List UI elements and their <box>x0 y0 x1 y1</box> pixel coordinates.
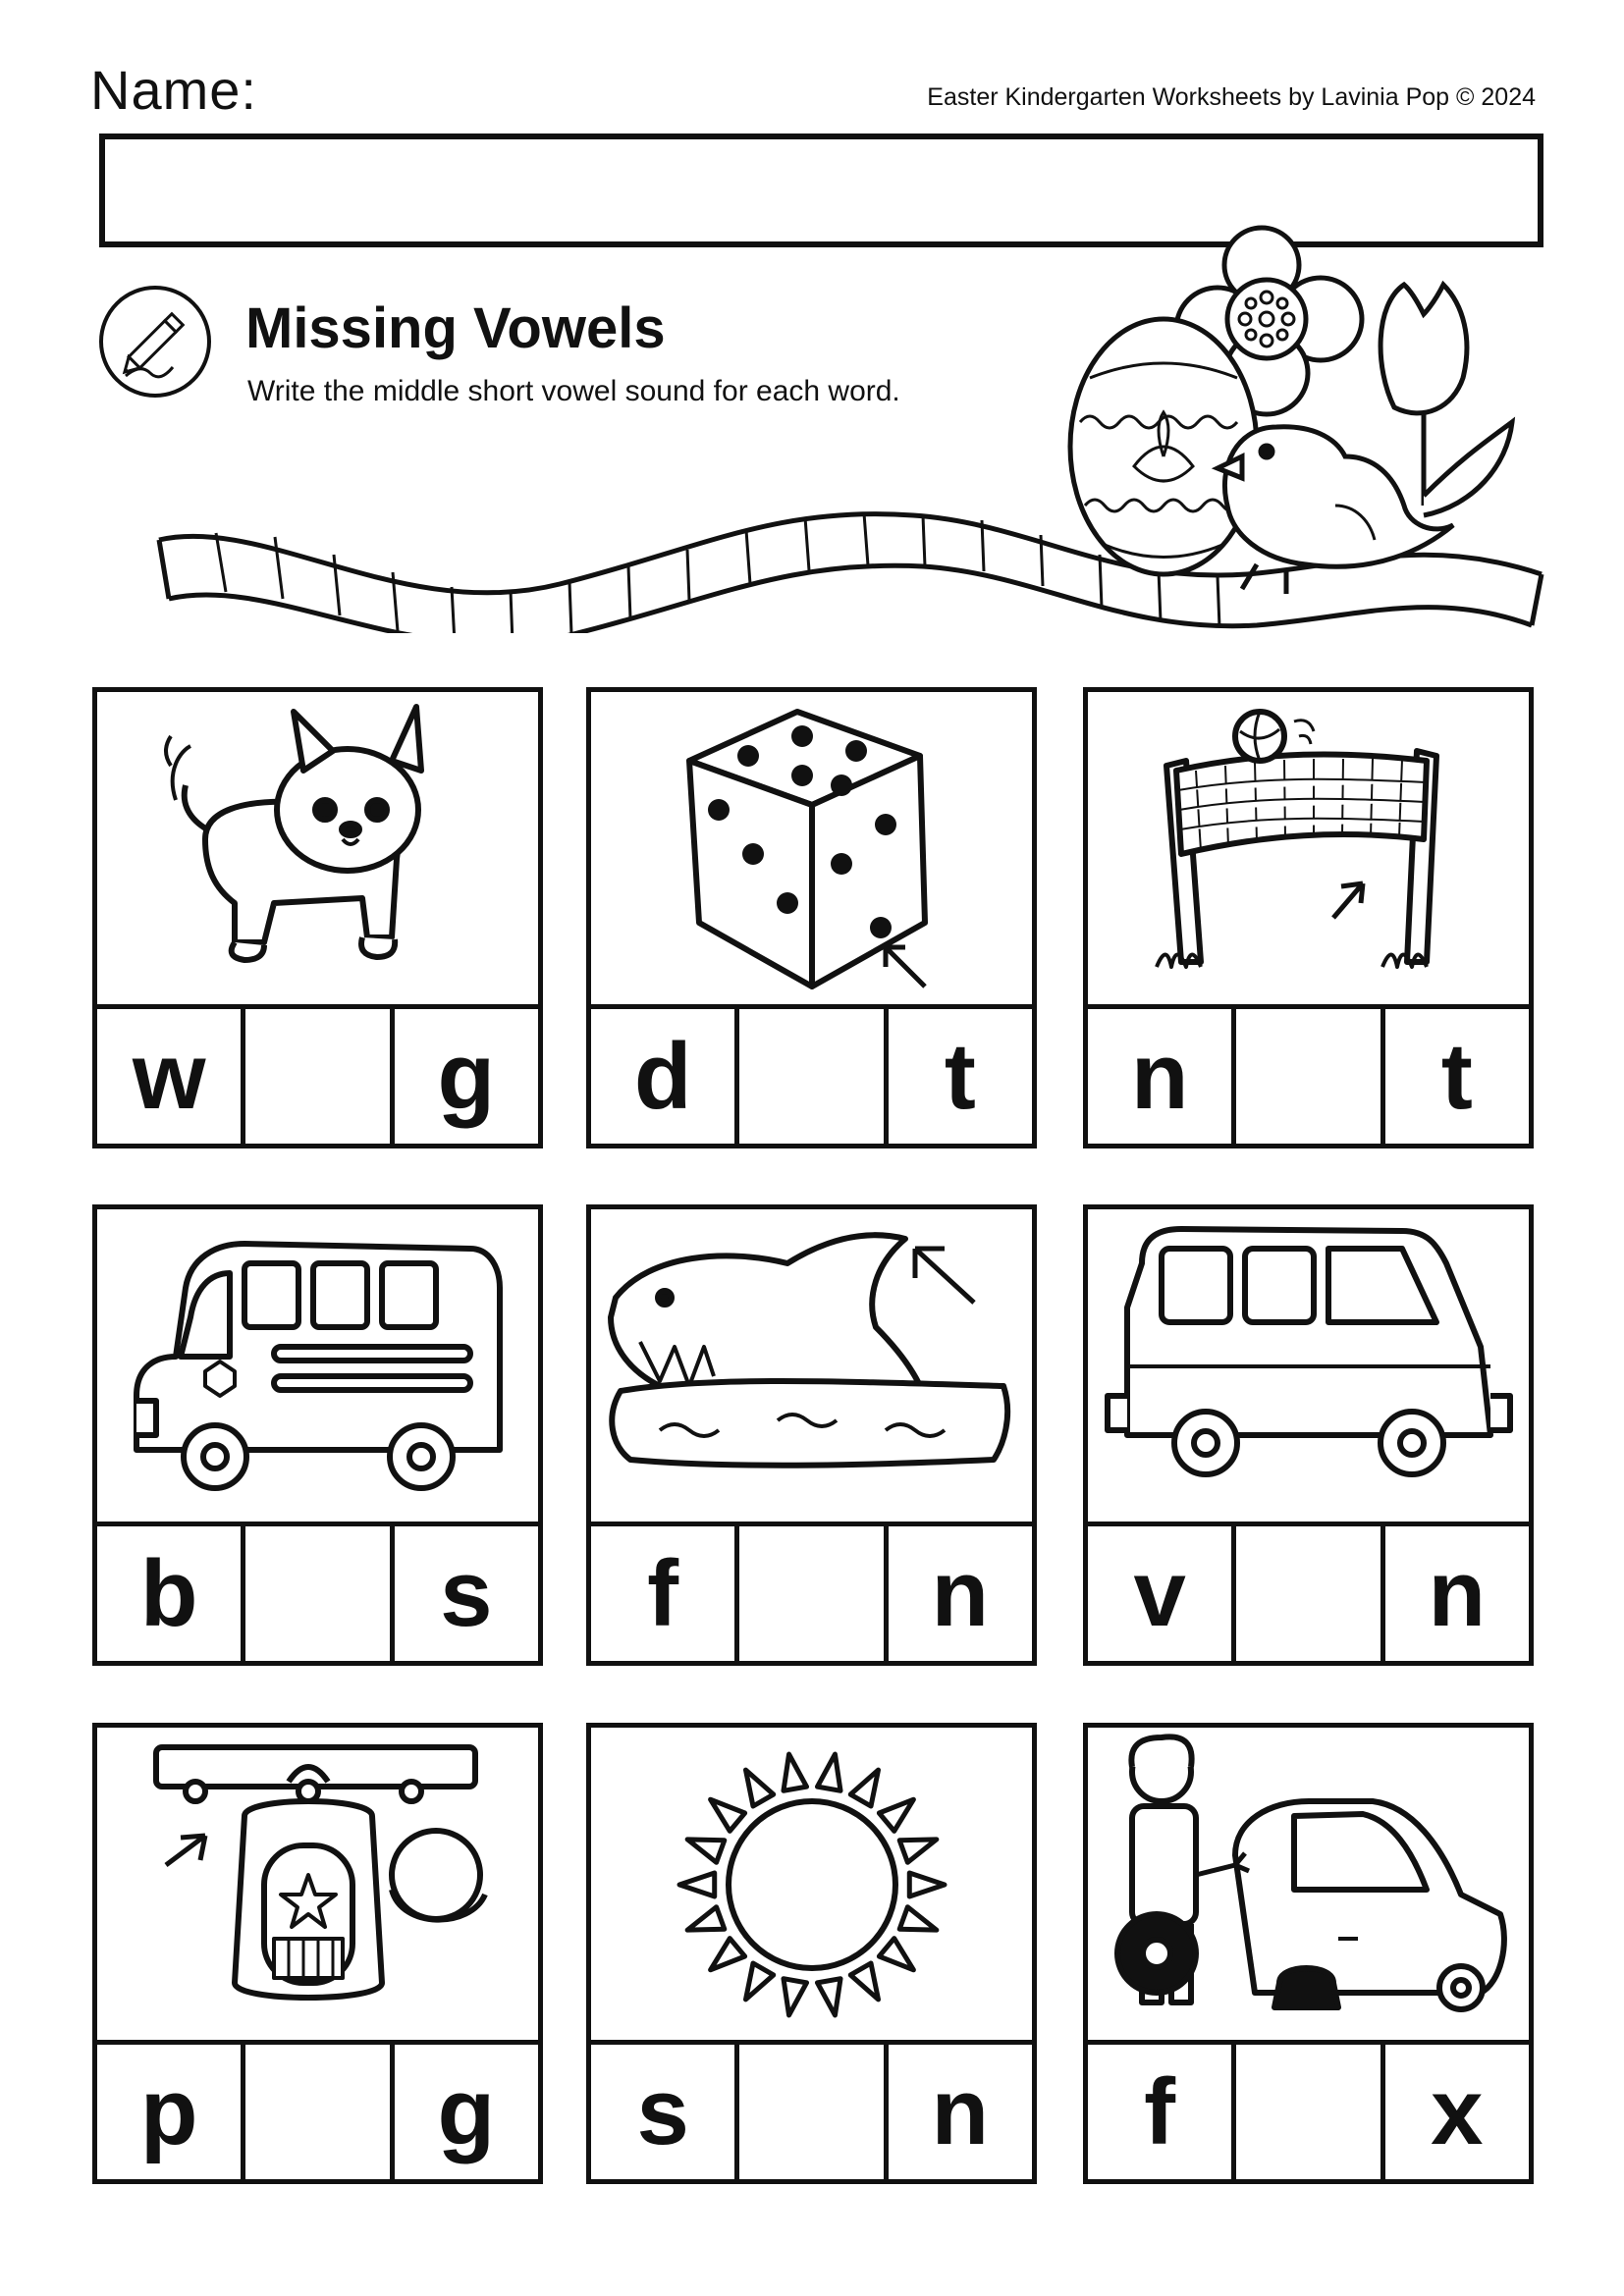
fix-icon <box>1088 1728 1529 2040</box>
last-letter: s <box>390 1526 538 1661</box>
last-letter: n <box>884 2045 1032 2179</box>
first-letter: d <box>633 1023 692 1129</box>
first-letter: v <box>1133 1540 1186 1646</box>
van-icon <box>1088 1209 1529 1522</box>
vowel-blank[interactable] <box>734 1526 883 1661</box>
sun-ray <box>879 1799 913 1831</box>
word-card <box>1083 1204 1534 1666</box>
word-card <box>586 1723 1037 2184</box>
sun-ray <box>879 1939 913 1970</box>
last-letter: g <box>390 1009 538 1144</box>
last-letter: g <box>390 2045 538 2179</box>
vowel-blank[interactable] <box>1231 1009 1380 1144</box>
first-letter: b <box>139 1540 198 1646</box>
easter-decoration <box>147 211 1561 633</box>
vowel-blank[interactable] <box>241 1526 389 1661</box>
sun-ray <box>784 1979 807 2015</box>
first-letter: f <box>1144 2058 1176 2164</box>
sun-ray <box>817 1979 840 2015</box>
word-card <box>586 687 1037 1148</box>
sun-ray <box>909 1873 945 1896</box>
bus-icon <box>97 1209 538 1522</box>
net-icon <box>1088 692 1529 1004</box>
vowel-blank[interactable] <box>1231 2045 1380 2179</box>
vowel-blank[interactable] <box>1231 1526 1380 1661</box>
easter-egg-icon <box>1070 319 1257 574</box>
dog-icon <box>97 692 538 1004</box>
sun-ray <box>784 1754 807 1790</box>
sun-icon <box>591 1728 1032 2040</box>
last-letter: t <box>1380 1009 1529 1144</box>
word-card <box>92 1204 543 1666</box>
vowel-blank[interactable] <box>734 2045 883 2179</box>
last-letter: n <box>884 1526 1032 1661</box>
sun-ray <box>899 1907 937 1930</box>
sun-ray <box>850 1770 878 1806</box>
last-letter: x <box>1380 2045 1529 2179</box>
name-label: Name: <box>90 59 257 121</box>
sun-ray <box>687 1840 725 1862</box>
sun-ray <box>817 1754 840 1790</box>
vowel-blank[interactable] <box>241 1009 389 1144</box>
sun-ray <box>746 1770 774 1806</box>
word-card <box>92 687 543 1148</box>
last-letter: n <box>1380 1526 1529 1661</box>
word-card <box>586 1204 1037 1666</box>
word-card <box>1083 687 1534 1148</box>
chick-icon <box>1218 427 1453 594</box>
word-card <box>92 1723 543 2184</box>
sun-ray <box>746 1963 774 2000</box>
first-letter: w <box>132 1023 206 1129</box>
sun-ray <box>711 1799 745 1831</box>
sun-ray <box>899 1840 937 1862</box>
peg-icon <box>97 1728 538 2040</box>
activity-title: Missing Vowels <box>245 296 666 360</box>
sun-ray <box>687 1907 725 1930</box>
credit-line: Easter Kindergarten Worksheets by Lavinia Pop © 2024 <box>927 83 1536 111</box>
last-letter: t <box>884 1009 1032 1144</box>
sun-ray <box>850 1963 878 2000</box>
sun-ray <box>711 1939 745 1970</box>
first-letter: n <box>1130 1023 1189 1129</box>
vowel-blank[interactable] <box>734 1009 883 1144</box>
shark-fin-icon <box>591 1209 1032 1522</box>
tulip-icon <box>1380 285 1512 515</box>
first-letter: p <box>139 2058 198 2164</box>
activity-instruction: Write the middle short vowel sound for each word. <box>247 375 900 407</box>
first-letter: f <box>647 1540 679 1646</box>
word-card <box>1083 1723 1534 2184</box>
first-letter: s <box>636 2058 689 2164</box>
sun-ray <box>679 1873 715 1896</box>
die-icon <box>591 692 1032 1004</box>
vowel-blank[interactable] <box>241 2045 389 2179</box>
